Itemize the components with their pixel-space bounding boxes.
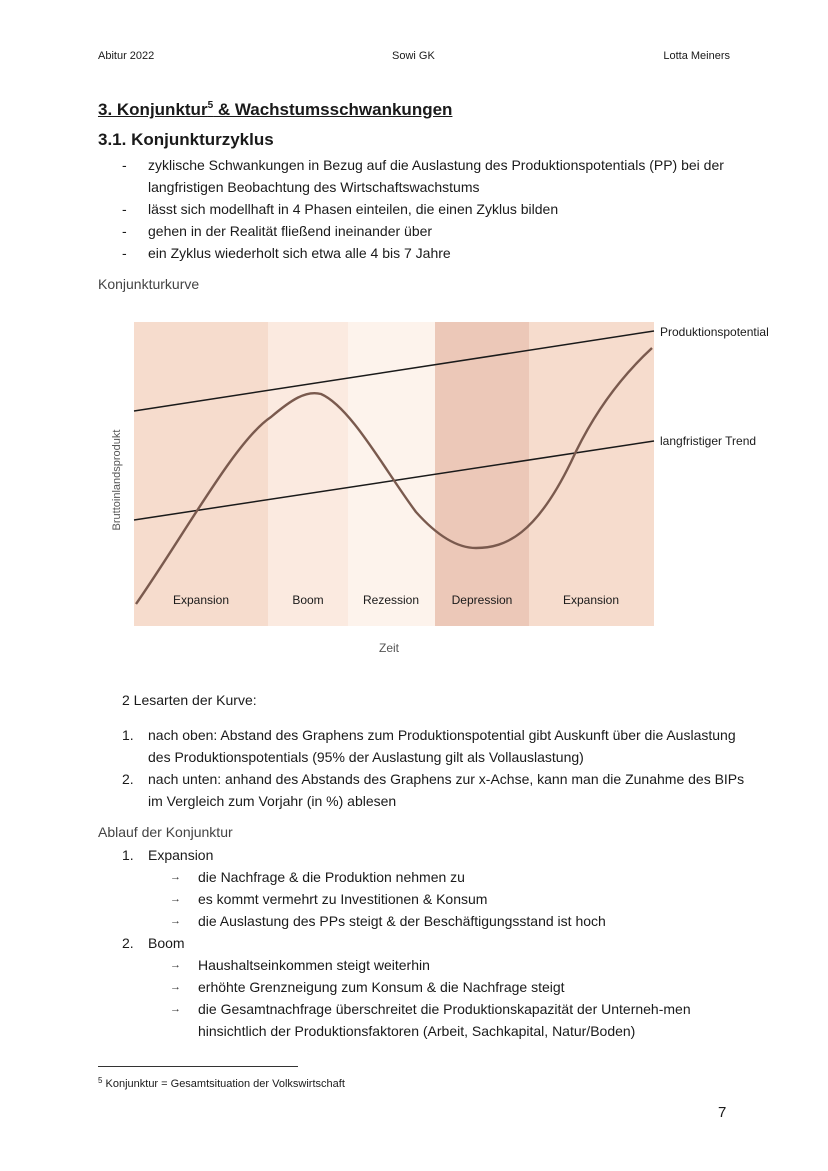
phase-points [170, 954, 762, 1042]
lesart-item [122, 768, 762, 812]
ablauf-title: Ablauf der Konjunktur [98, 824, 233, 840]
chart-title: Konjunkturkurve [98, 276, 200, 292]
phase-label: Expansion [172, 593, 230, 607]
header-center: Sowi GK [392, 50, 435, 62]
item-number: 2. [122, 771, 134, 787]
section-heading-rest: & Wachstumsschwankungen [213, 100, 453, 119]
phase-band-rezession [348, 322, 435, 626]
intro-bullet-list [120, 154, 760, 264]
business-cycle-diagram [96, 312, 816, 662]
ablauf-phase [122, 932, 762, 1042]
section-heading [98, 100, 452, 120]
footnote-marker: 5 [207, 100, 214, 111]
phase-band-boom [268, 322, 348, 626]
item-text: nach oben: Abstand des Graphens zum Produktionspotential gibt Auskunft über die Auslastung des Produktionspotentials (95% der Auslastung gilt als Vollauslastung) [148, 727, 736, 765]
header-right: Lotta Meiners [663, 50, 730, 62]
phase-band-depression [435, 322, 529, 626]
lesarten-list [122, 724, 762, 812]
phase-label: Depression [451, 593, 513, 607]
intro-bullet: - gehen in der Realität fließend ineinander über [120, 220, 760, 242]
subsection-heading: 3.1. Konjunkturzyklus [98, 130, 274, 149]
footnote-mark: 5 [98, 1076, 103, 1085]
page-header [98, 50, 730, 66]
line-label-trend: langfristiger Trend [660, 434, 757, 448]
phase-label: Boom [292, 593, 324, 607]
lesarten-title: 2 Lesarten der Kurve: [122, 692, 257, 708]
phase-point: → die Nachfrage & die Produktion nehmen zu [170, 866, 762, 888]
footnote [98, 1076, 345, 1090]
phase-band-expansion [134, 322, 268, 626]
line-label-produktionspotential: Produktionspotential [660, 325, 769, 339]
phase-point: → es kommt vermehrt zu Investitionen & Konsum [170, 888, 762, 910]
phase-name: Boom [148, 935, 185, 951]
header-left: Abitur 2022 [98, 50, 155, 62]
phase-band-expansion-2 [529, 322, 654, 626]
intro-bullet: - lässt sich modellhaft in 4 Phasen einteilen, die einen Zyklus bilden [120, 198, 760, 220]
phase-label: Rezession [362, 593, 420, 607]
phase-number: 1. [122, 847, 134, 863]
phase-point: → die Gesamtnachfrage überschreitet die Produktionskapazität der Unterneh-men hinsichtlich der Produktionsfaktoren (Arbeit, Sachkapital, Natur/Boden) [170, 998, 762, 1042]
phase-points [170, 866, 762, 932]
section-heading-text: 3. Konjunktur [98, 100, 208, 119]
lesart-item [122, 724, 762, 768]
item-number: 1. [122, 727, 134, 743]
intro-bullet: - ein Zyklus wiederholt sich etwa alle 4 bis 7 Jahre [120, 242, 760, 264]
y-axis-label: Bruttoinlandsprodukt [111, 429, 123, 531]
footnote-divider [98, 1066, 298, 1067]
footnote-text: Konjunktur = Gesamtsituation der Volkswirtschaft [102, 1078, 345, 1090]
phase-number: 2. [122, 935, 134, 951]
phase-point: → erhöhte Grenzneigung zum Konsum & die Nachfrage steigt [170, 976, 762, 998]
phase-name: Expansion [148, 847, 214, 863]
intro-bullet: - zyklische Schwankungen in Bezug auf die Auslastung des Produktionspotentials (PP) bei der langfristigen Beobachtung des Wirtschaftswachstums [120, 154, 760, 198]
ablauf-phase [122, 844, 762, 932]
item-text: nach unten: anhand des Abstands des Graphens zur x-Achse, kann man die Zunahme des BIPs im Vergleich zum Vorjahr (in %) ablesen [148, 771, 745, 809]
x-axis-label: Zeit [378, 641, 400, 655]
ablauf-list [122, 844, 762, 1042]
phase-point: → Haushaltseinkommen steigt weiterhin [170, 954, 762, 976]
page-number: 7 [718, 1104, 727, 1121]
phase-label: Expansion [562, 593, 620, 607]
phase-point: → die Auslastung des PPs steigt & der Beschäftigungsstand ist hoch [170, 910, 762, 932]
